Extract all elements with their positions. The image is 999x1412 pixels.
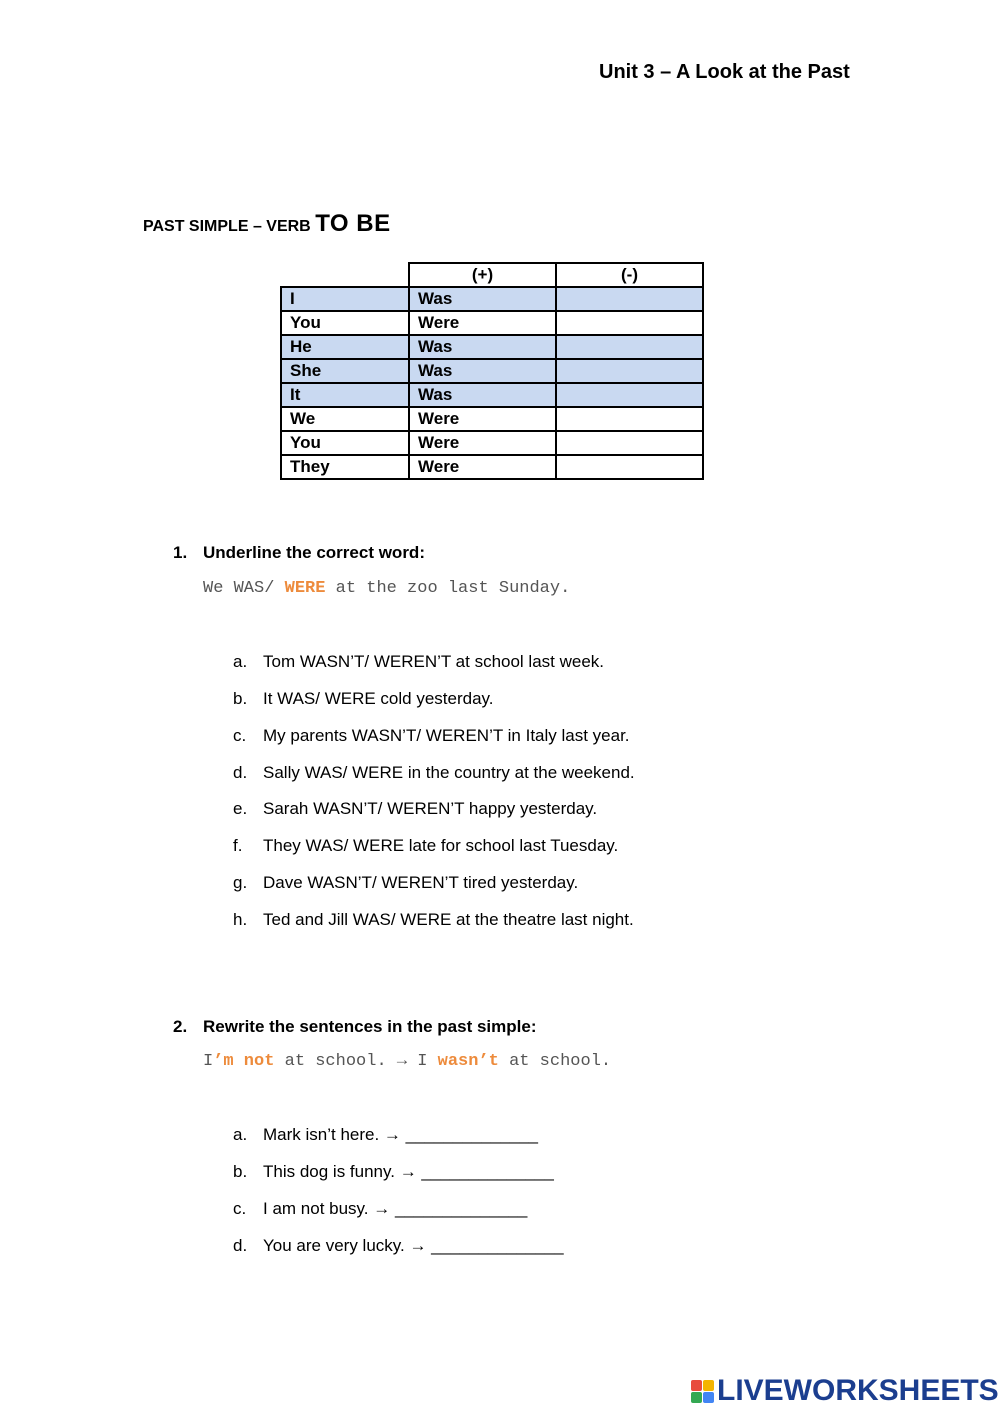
- table-header-row: [281, 263, 703, 287]
- section-heading: [143, 210, 391, 238]
- exercise-2-example: [203, 1052, 611, 1071]
- exercise-1-number: 1.: [173, 543, 188, 562]
- section-heading-big: TO BE: [315, 210, 391, 237]
- item-letter: h.: [233, 910, 248, 929]
- exercise-2-title: [173, 1017, 536, 1037]
- table-row: [281, 431, 703, 455]
- item-text[interactable]: Ted and Jill WAS/ WERE at the theatre last night.: [263, 910, 634, 929]
- exercise-1-title-text: Underline the correct word:: [203, 543, 425, 562]
- verb-table: [280, 262, 704, 480]
- exercise-1-item[interactable]: [233, 689, 494, 709]
- item-letter: b.: [233, 1162, 248, 1181]
- example-highlight: ’m not: [213, 1052, 275, 1071]
- table-header-cell: (+): [409, 263, 556, 287]
- exercise-2-item[interactable]: [233, 1236, 564, 1256]
- exercise-1-item[interactable]: [233, 910, 634, 930]
- item-text[interactable]: Tom WASN’T/ WEREN’T at school last week.: [263, 652, 605, 671]
- item-letter: a.: [233, 1125, 248, 1144]
- table-header-cell: (-): [556, 263, 703, 287]
- exercise-2-title-text: Rewrite the sentences in the past simple:: [203, 1017, 537, 1036]
- negative-cell[interactable]: [556, 359, 703, 383]
- example-text: at the zoo last Sunday.: [325, 579, 571, 598]
- item-letter: d.: [233, 763, 248, 782]
- example-text: at school.: [498, 1052, 612, 1071]
- item-text[interactable]: My parents WASN’T/ WEREN’T in Italy last year.: [263, 726, 630, 745]
- example-text: at school. → I: [274, 1052, 438, 1071]
- subject-cell: He: [281, 335, 409, 359]
- positive-cell: Was: [409, 359, 556, 383]
- subject-cell: You: [281, 311, 409, 335]
- item-letter: d.: [233, 1236, 248, 1255]
- positive-cell: Was: [409, 383, 556, 407]
- unit-title: Unit 3 – A Look at the Past: [599, 61, 850, 83]
- subject-cell: We: [281, 407, 409, 431]
- liveworksheets-logo-icon: [691, 1380, 714, 1403]
- table-row: [281, 287, 703, 311]
- table-row: [281, 359, 703, 383]
- example-text: We WAS/: [203, 579, 285, 598]
- logo-tile: [691, 1392, 702, 1403]
- subject-cell: They: [281, 455, 409, 479]
- table-row: [281, 455, 703, 479]
- item-text[interactable]: You are very lucky. → ______________: [263, 1236, 564, 1255]
- exercise-1-item[interactable]: [233, 873, 578, 893]
- subject-cell: It: [281, 383, 409, 407]
- item-text[interactable]: This dog is funny. → ______________: [263, 1162, 554, 1181]
- negative-cell[interactable]: [556, 335, 703, 359]
- item-letter: f.: [233, 836, 243, 855]
- liveworksheets-logo: [691, 1374, 999, 1408]
- item-letter: c.: [233, 1199, 247, 1218]
- item-letter: a.: [233, 652, 248, 671]
- positive-cell: Was: [409, 335, 556, 359]
- positive-cell: Were: [409, 455, 556, 479]
- exercise-2-item[interactable]: [233, 1162, 554, 1182]
- exercise-1-item[interactable]: [233, 726, 630, 746]
- item-text[interactable]: I am not busy. → ______________: [263, 1199, 528, 1218]
- logo-text: LIVEWORKSHEETS: [717, 1374, 999, 1407]
- item-text[interactable]: Dave WASN’T/ WEREN’T tired yesterday.: [263, 873, 579, 892]
- subject-cell: I: [281, 287, 409, 311]
- table-row: [281, 383, 703, 407]
- item-text[interactable]: Sally WAS/ WERE in the country at the weekend.: [263, 763, 635, 782]
- logo-tile: [703, 1392, 714, 1403]
- example-highlight: wasn’t: [437, 1052, 499, 1071]
- positive-cell: Were: [409, 407, 556, 431]
- positive-cell: Were: [409, 431, 556, 455]
- negative-cell[interactable]: [556, 311, 703, 335]
- item-letter: c.: [233, 726, 247, 745]
- section-heading-small: PAST SIMPLE – VERB: [143, 218, 316, 235]
- exercise-1-item[interactable]: [233, 799, 597, 819]
- item-text[interactable]: It WAS/ WERE cold yesterday.: [263, 689, 494, 708]
- item-letter: b.: [233, 689, 248, 708]
- logo-tile: [691, 1380, 702, 1391]
- table-row: [281, 335, 703, 359]
- item-text[interactable]: They WAS/ WERE late for school last Tuesday.: [263, 836, 619, 855]
- exercise-1-item[interactable]: [233, 836, 618, 856]
- example-text: I: [203, 1052, 214, 1071]
- exercise-2-item[interactable]: [233, 1199, 527, 1219]
- logo-tile: [703, 1380, 714, 1391]
- negative-cell[interactable]: [556, 407, 703, 431]
- exercise-1-example: [203, 579, 570, 598]
- positive-cell: Were: [409, 311, 556, 335]
- item-letter: g.: [233, 873, 248, 892]
- item-text[interactable]: Sarah WASN’T/ WEREN’T happy yesterday.: [263, 799, 598, 818]
- positive-cell: Was: [409, 287, 556, 311]
- item-text[interactable]: Mark isn’t here. → ______________: [263, 1125, 539, 1144]
- exercise-1-item[interactable]: [233, 763, 635, 783]
- table-header-cell: [281, 263, 409, 287]
- example-highlight: WERE: [284, 579, 326, 598]
- item-letter: e.: [233, 799, 248, 818]
- negative-cell[interactable]: [556, 287, 703, 311]
- exercise-2-item[interactable]: [233, 1125, 538, 1145]
- negative-cell[interactable]: [556, 431, 703, 455]
- negative-cell[interactable]: [556, 455, 703, 479]
- exercise-1-title: [173, 543, 425, 563]
- exercise-2-number: 2.: [173, 1017, 188, 1036]
- subject-cell: She: [281, 359, 409, 383]
- exercise-1-item[interactable]: [233, 652, 604, 672]
- table-row: [281, 407, 703, 431]
- negative-cell[interactable]: [556, 383, 703, 407]
- subject-cell: You: [281, 431, 409, 455]
- table-row: [281, 311, 703, 335]
